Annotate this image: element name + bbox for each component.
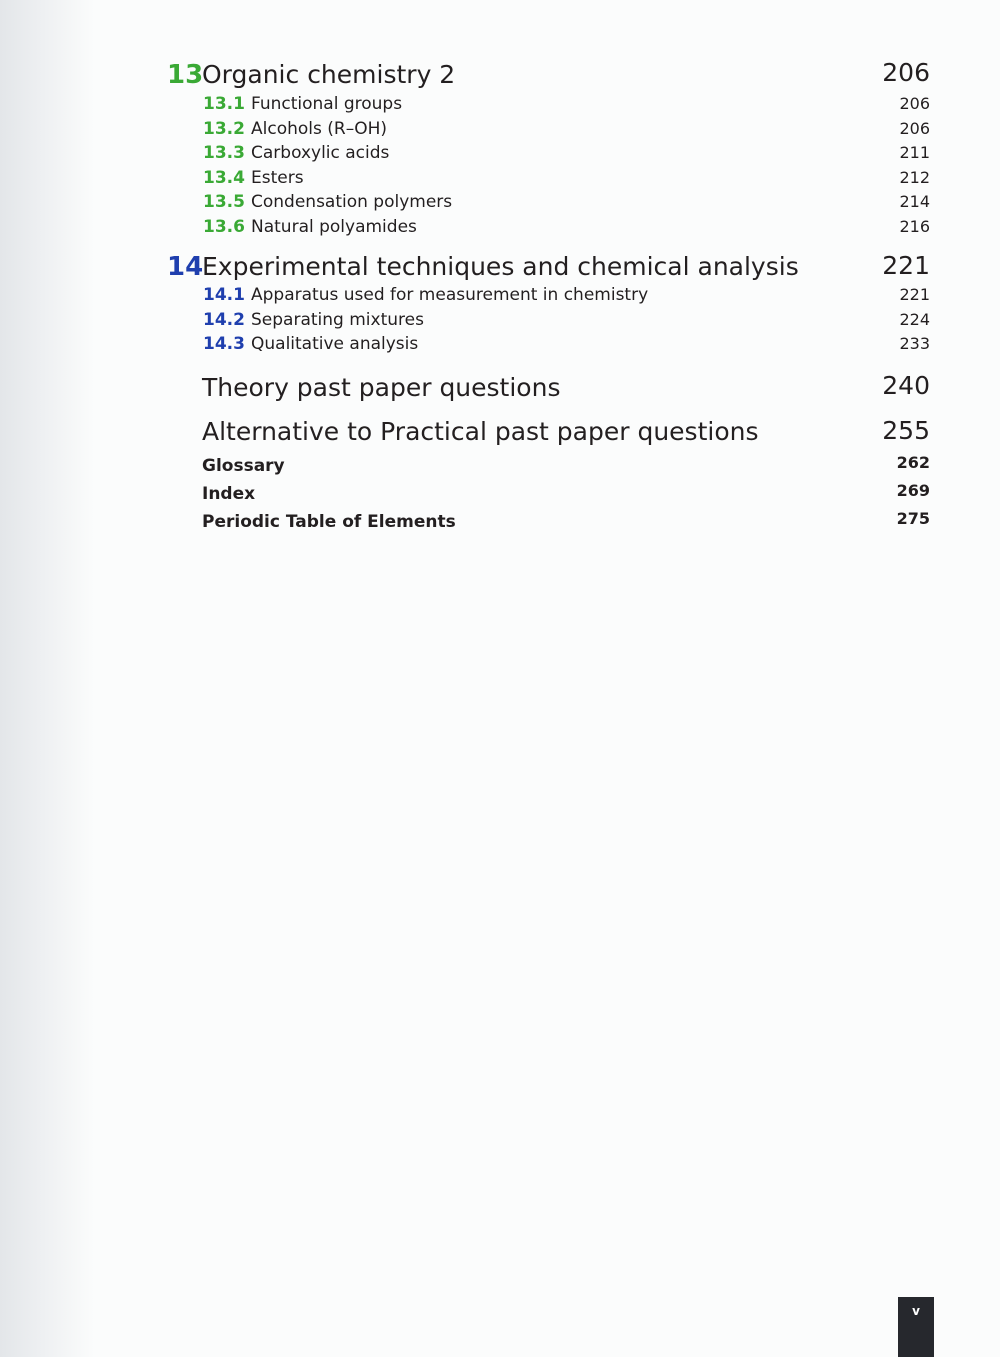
section-page: 212	[899, 168, 930, 187]
section-title: Alcohols (R–OH)	[251, 119, 387, 139]
page-number: v	[912, 1304, 920, 1318]
chapter-page: 221	[882, 251, 930, 280]
section-title: Condensation polymers	[251, 192, 453, 212]
section-number: 14.1	[203, 285, 245, 305]
section-number: 13.5	[203, 192, 245, 212]
section-number: 14.2	[203, 310, 245, 330]
back-matter-title: Glossary	[202, 456, 285, 476]
section-page: 233	[899, 334, 930, 353]
section-page: 211	[899, 143, 930, 162]
section-number: 13.1	[203, 94, 245, 114]
section-title: Qualitative analysis	[251, 334, 419, 354]
section-page: 224	[899, 310, 930, 329]
page-number-tab	[898, 1297, 934, 1357]
back-matter-title: Periodic Table of Elements	[202, 512, 456, 532]
section-title: Functional groups	[251, 94, 403, 114]
section-title: Separating mixtures	[251, 310, 424, 330]
back-matter-page: 269	[896, 481, 930, 500]
section-page: 221	[899, 285, 930, 304]
section-title: Apparatus used for measurement in chemistry	[251, 285, 649, 305]
section-number: 13.3	[203, 143, 245, 163]
section-number: 14.3	[203, 334, 245, 354]
section-title: Esters	[251, 168, 304, 188]
section-title: Carboxylic acids	[251, 143, 390, 163]
part-page: 240	[882, 371, 930, 400]
section-number: 13.4	[203, 168, 245, 188]
back-matter-title: Index	[202, 484, 256, 504]
page-edge-shadow	[0, 0, 95, 1357]
section-page: 206	[899, 94, 930, 113]
section-page: 214	[899, 192, 930, 211]
part-title: Alternative to Practical past paper questions	[202, 417, 759, 446]
chapter-number: 13	[167, 60, 204, 90]
chapter-title: Experimental techniques and chemical analysis	[202, 252, 799, 281]
section-title: Natural polyamides	[251, 217, 417, 237]
chapter-number: 14	[167, 252, 204, 282]
chapter-page: 206	[882, 58, 930, 87]
section-page: 216	[899, 217, 930, 236]
section-number: 13.2	[203, 119, 245, 139]
part-title: Theory past paper questions	[202, 373, 561, 402]
back-matter-page: 275	[896, 509, 930, 528]
section-number: 13.6	[203, 217, 245, 237]
part-page: 255	[882, 416, 930, 445]
chapter-title: Organic chemistry 2	[202, 60, 456, 89]
section-page: 206	[899, 119, 930, 138]
back-matter-page: 262	[896, 453, 930, 472]
